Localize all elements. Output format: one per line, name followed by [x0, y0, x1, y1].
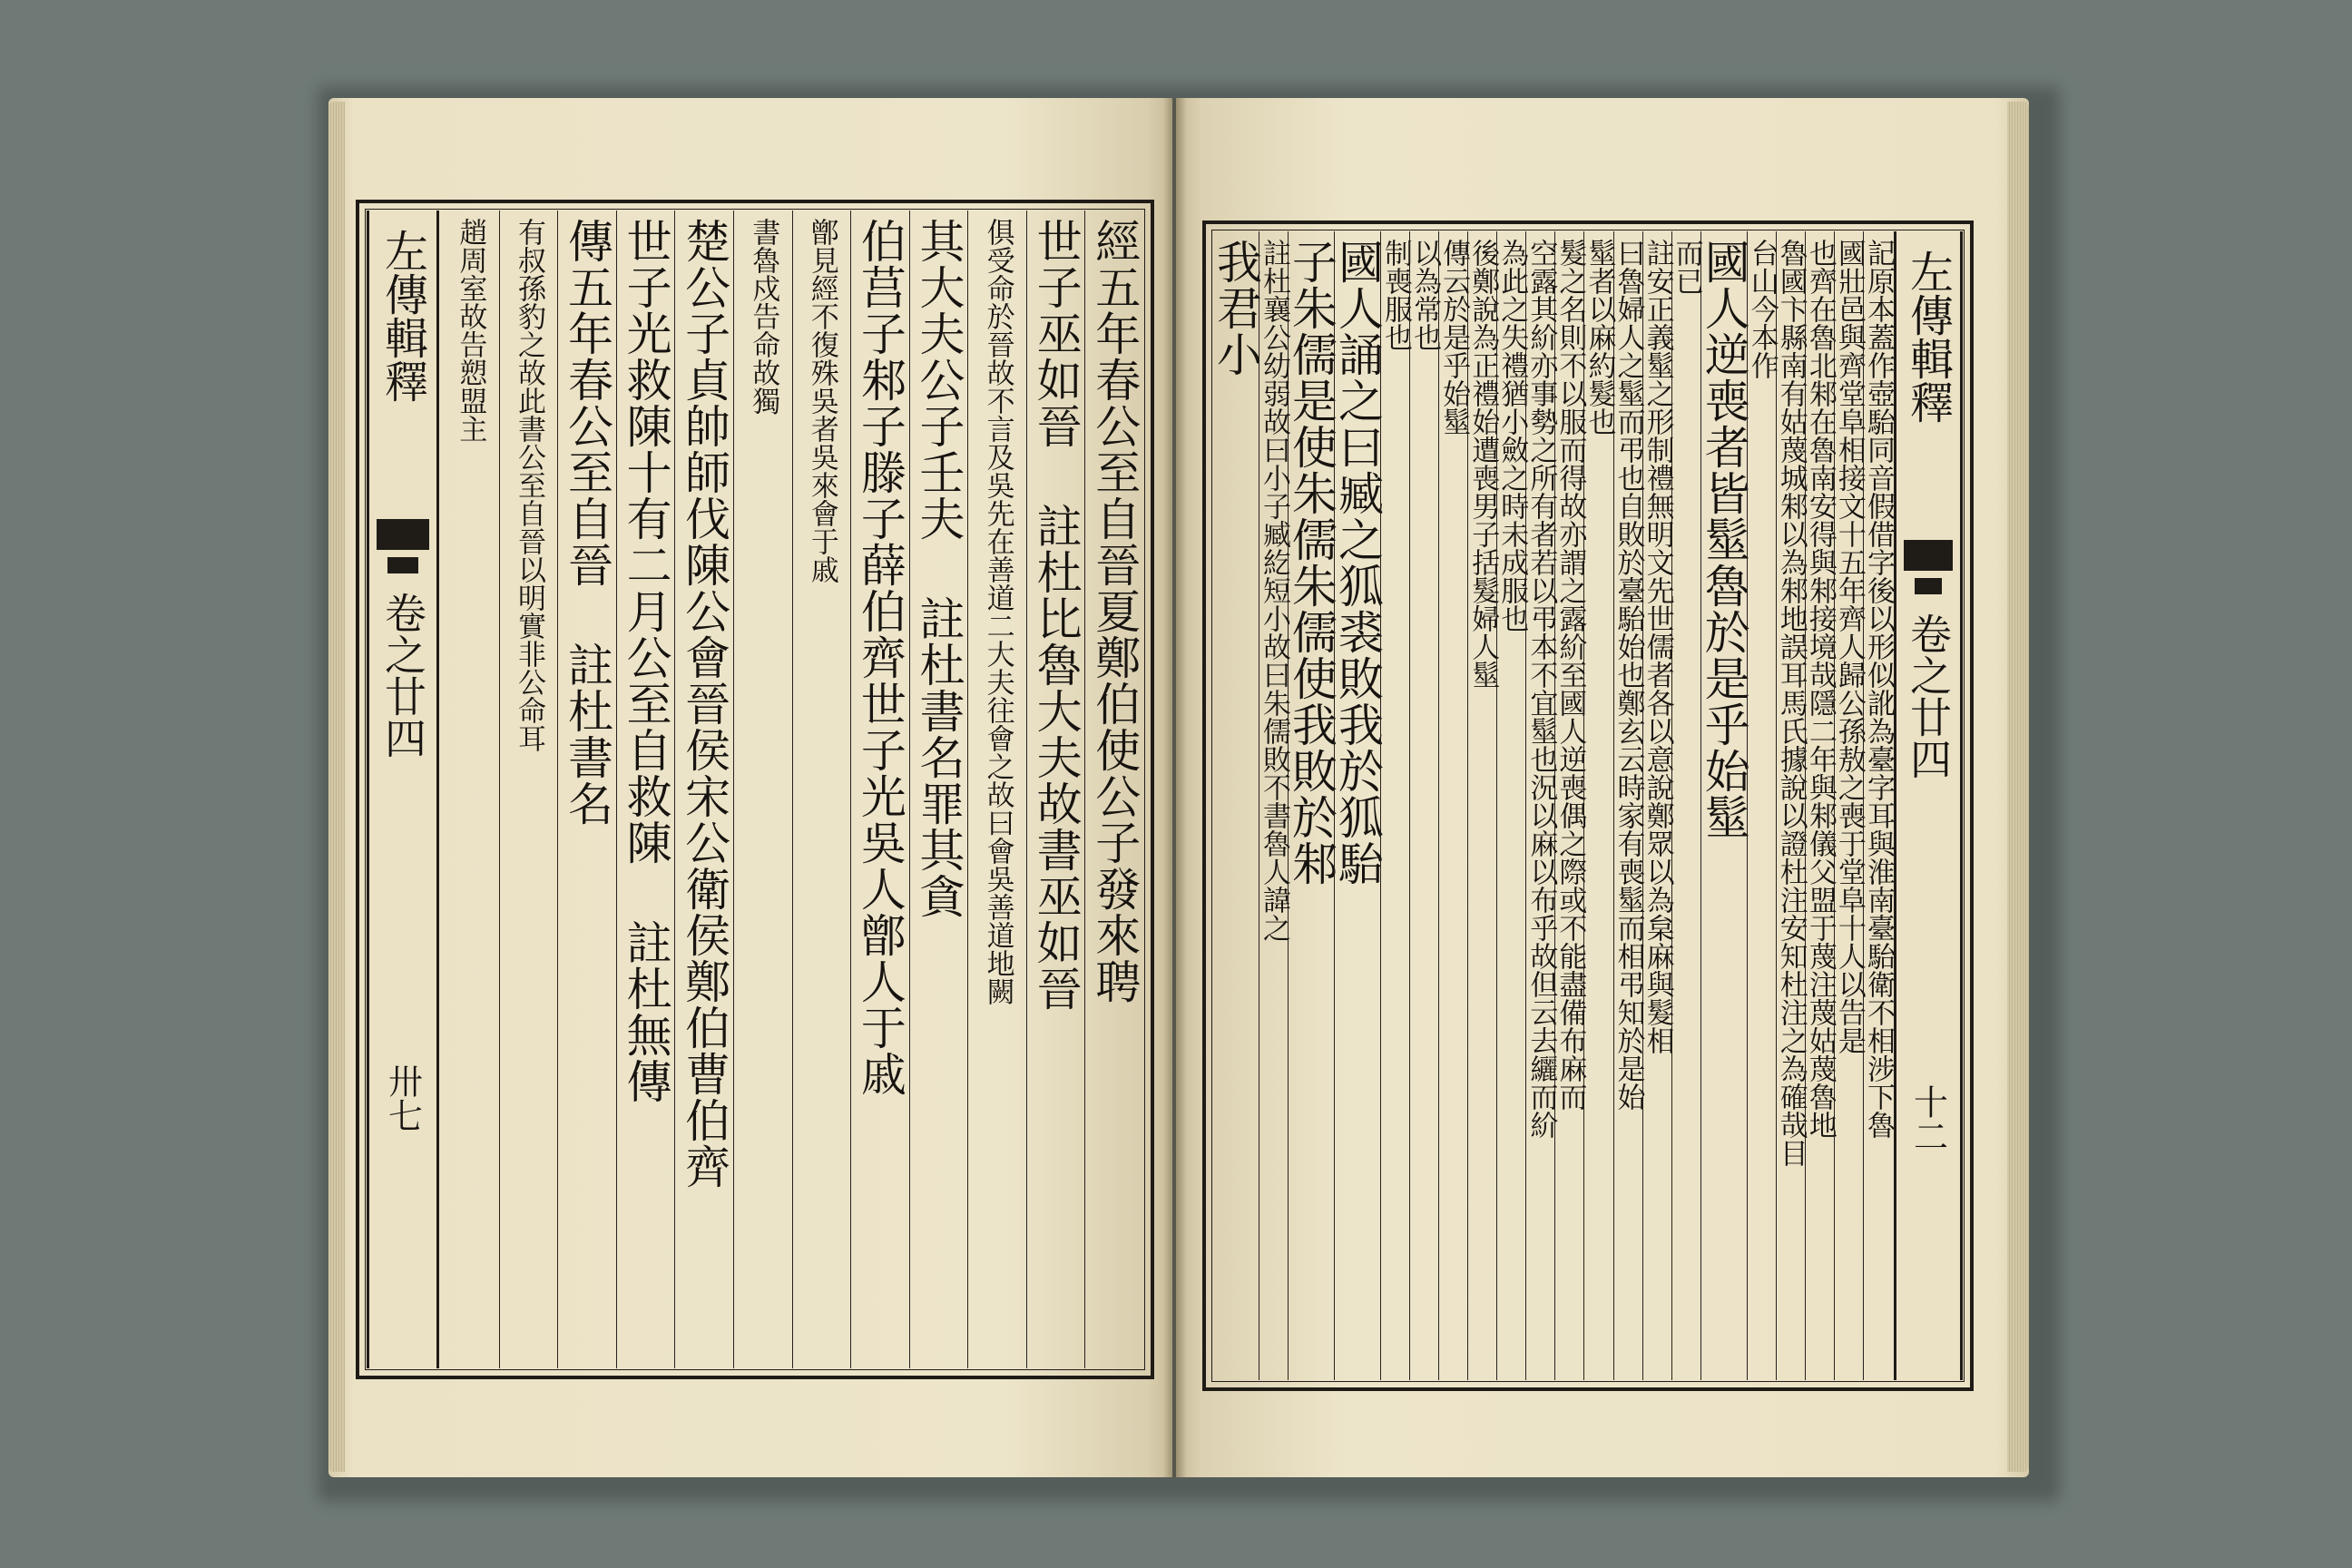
- text-column: 有叔孫豹之故此書公至自晉以明實非公命耳: [499, 211, 558, 1368]
- text-column: 註安正義髽之形制禮無明文先世儒者各以意說鄭眾以為枲麻與髮相: [1642, 231, 1671, 1380]
- left-text-frame: [356, 200, 1154, 1379]
- text-column: 傳云於是乎始髽: [1438, 231, 1467, 1380]
- text-column: 制喪服也: [1380, 231, 1409, 1380]
- left-text-columns: [441, 211, 1143, 1368]
- right-margin-strip: [1894, 231, 1963, 1380]
- text-column: 而已: [1671, 231, 1700, 1380]
- text-column: 書魯戍告命故獨: [733, 211, 792, 1368]
- text-column: 國壯邑與齊堂阜相接文十五年齊人歸公孫敖之喪于堂阜十人以告是: [1834, 231, 1863, 1380]
- text-column: 曰魯婦人之髽而弔也自敗於臺駘始也鄭玄云時家有喪髽而相弔知於是始: [1613, 231, 1642, 1380]
- text-column: 我君小: [1209, 239, 1262, 377]
- right-text-columns: [1209, 231, 1895, 1380]
- left-page-number: 卅七: [382, 1063, 423, 1132]
- text-column: 後鄭說為正禮始遭喪男子括髮婦人髽: [1467, 231, 1496, 1380]
- text-column: 為此之失禮猶小斂之時未成服也: [1496, 231, 1525, 1380]
- left-volume-label: 卷之廿四: [378, 592, 427, 759]
- left-fishtail-mark: [377, 519, 429, 550]
- right-volume-label: 卷之廿四: [1904, 612, 1953, 779]
- text-column: 也齊在魯北邾在魯南安得與邾接境哉隱二年與邾儀父盟于蔑注蔑姑蔑魯地: [1805, 231, 1834, 1380]
- text-column: 子朱儒是使朱儒朱儒使我敗於邾: [1288, 231, 1334, 1380]
- text-column: 其大夫公子壬夫 註杜書名罪其貪: [909, 211, 968, 1368]
- text-column: 經五年春公至自晉夏鄭伯使公子發來聘: [1084, 211, 1143, 1368]
- left-fore-edge: [328, 102, 345, 1472]
- left-fishtail-mark-lower: [387, 557, 418, 573]
- text-column: 以為常也: [1409, 231, 1438, 1380]
- text-column: 趙周室故告愬盟主: [454, 218, 487, 443]
- right-fishtail-mark: [1904, 540, 1953, 571]
- text-column: 國人逆喪者皆髽魯於是乎始髽: [1700, 231, 1747, 1380]
- book-gutter: [1163, 98, 1187, 1477]
- left-margin-strip: [367, 211, 439, 1368]
- text-column: 髮之名則不以服而得故亦謂之露紒至國人逆喪偶之際或不能盡備布麻而: [1554, 231, 1583, 1380]
- text-column: 註杜襄公幼弱故曰小子臧紇短小故曰朱儒敗不書魯人諱之: [1259, 231, 1288, 1380]
- text-column: 傳五年春公至自晉 註杜書名: [557, 211, 616, 1368]
- text-column: 伯莒子邾子滕子薛伯齊世子光吳人鄫人于戚: [850, 211, 909, 1368]
- right-fore-edge: [2007, 102, 2029, 1472]
- text-column: 魯國卞縣南有姑蔑城邾以為邾地誤耳馬氏據說以證杜注安知杜注之為確哉目: [1776, 231, 1805, 1380]
- right-book-title: 左傳輯釋: [1902, 250, 1954, 424]
- text-column: 世子光救陳十有二月公至自救陳 註杜無傳: [616, 211, 675, 1368]
- text-column: 世子巫如晉 註杜比魯大夫故書巫如晉: [1026, 211, 1085, 1368]
- text-column: 楚公子貞帥師伐陳公會晉侯宋公衛侯鄭伯曹伯齊: [674, 211, 733, 1368]
- text-column: 髽者以麻約髮也: [1583, 231, 1612, 1380]
- right-text-frame: [1202, 220, 1974, 1391]
- text-column: 台山今本作: [1747, 231, 1776, 1380]
- text-column: 鄫見經不復殊吳者吳來會于戚: [792, 211, 851, 1368]
- text-column: 記原本蓋作壺駘同音假借字後以形似訛為臺字耳與淮南臺駘衛不相涉下魯: [1863, 231, 1892, 1380]
- text-column: 俱受命於晉故不言及吳先在善道二大夫往會之故曰會吳善道地闕: [967, 211, 1026, 1368]
- right-fishtail-mark-lower: [1915, 578, 1942, 594]
- left-book-title: 左傳輯釋: [377, 229, 428, 403]
- text-column: 空露其紒亦事勢之所有者若以弔本不宜髽也況以麻以布乎故但云去纚而紒: [1525, 231, 1554, 1380]
- right-page-number: 十二: [1907, 1084, 1948, 1153]
- text-column: 國人誦之曰臧之狐裘敗我於狐駘: [1334, 231, 1380, 1380]
